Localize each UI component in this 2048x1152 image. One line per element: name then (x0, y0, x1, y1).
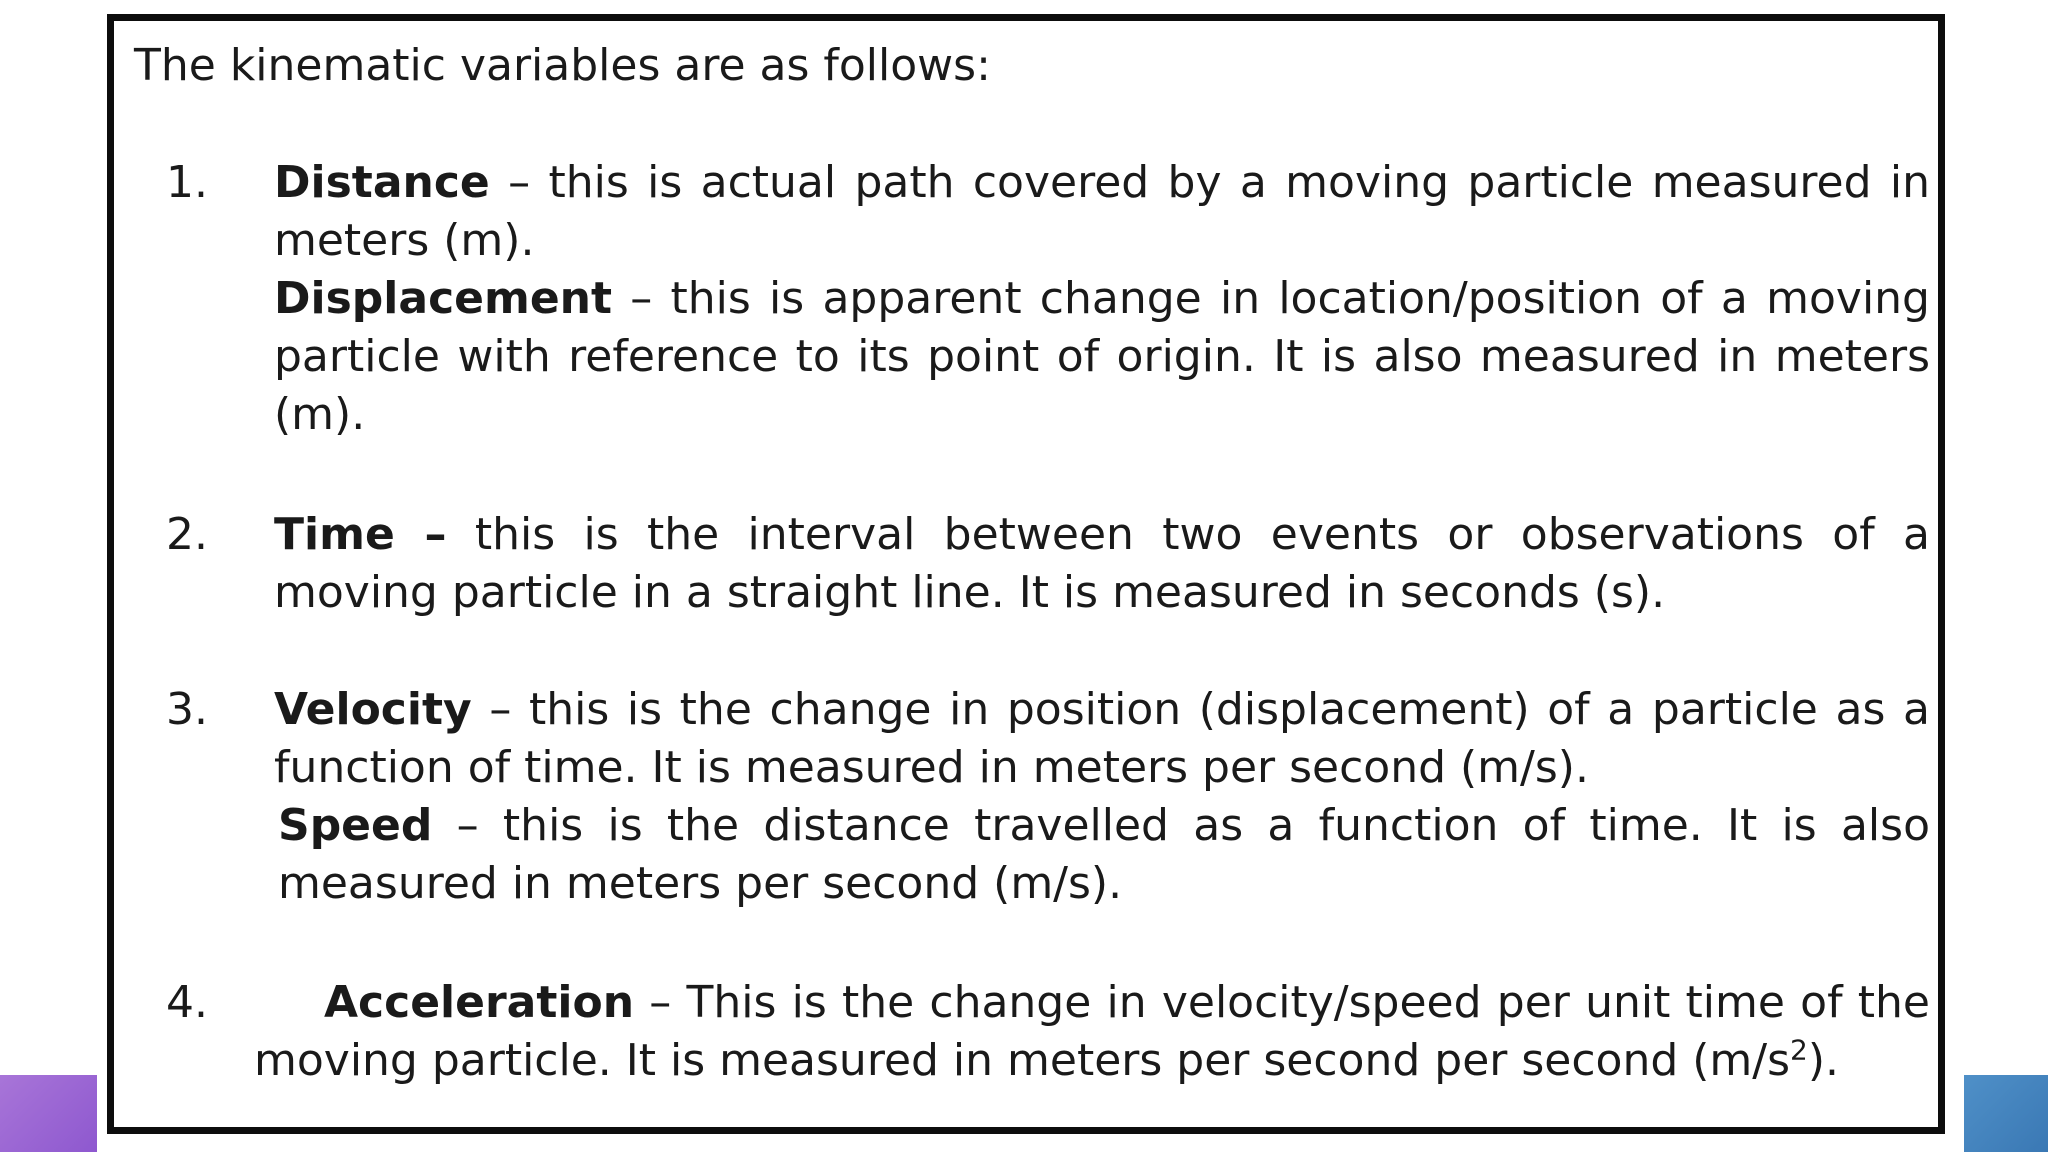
list-number: 3. (166, 684, 208, 735)
definition-displacement (274, 270, 1930, 444)
definition-text: this is the interval between two events or observations of a moving particle in a straight line. It is measured in seconds (s). (274, 509, 1931, 618)
content-box (107, 14, 1945, 1134)
list-number: 1. (166, 157, 208, 208)
term-acceleration: Acceleration (324, 977, 635, 1028)
definition-text: – this is the change in position (displacement) of a particle as a function of time. It is measured in meters per second (m/s). (274, 684, 1930, 793)
list-item-time (166, 506, 1931, 622)
term-distance: Distance (274, 157, 490, 208)
definition-text: – This is the change in velocity/speed per unit time of the moving particle. It is measured in meters per second per second (m/s (254, 977, 1930, 1086)
definition-acceleration (254, 974, 1930, 1090)
definition-velocity (274, 681, 1930, 797)
definition-text: – this is apparent change in location/position of a moving particle with reference to its point of origin. It is also measured in meters (m). (274, 273, 1930, 440)
list-item-acceleration (166, 974, 1930, 1090)
definition-distance (274, 154, 1930, 270)
superscript-two: 2 (1790, 1033, 1808, 1067)
list-number: 4. (166, 977, 208, 1028)
intro-text: The kinematic variables are as follows: (134, 40, 991, 91)
definition-text: – this is actual path covered by a moving particle measured in meters (m). (274, 157, 1930, 266)
definition-text-end: ). (1807, 1035, 1840, 1086)
list-number: 2. (166, 509, 208, 560)
term-time: Time – (274, 509, 447, 560)
corner-accent-right (1964, 1075, 2048, 1152)
definition-time (274, 506, 1930, 622)
list-item-distance (166, 154, 1930, 444)
definition-text: – this is the distance travelled as a function of time. It is also measured in meters per second (m/s). (278, 800, 1930, 909)
term-velocity: Velocity (274, 684, 472, 735)
term-speed: Speed (278, 800, 433, 851)
corner-accent-left (0, 1075, 97, 1152)
term-displacement: Displacement (274, 273, 613, 324)
definition-speed (274, 797, 1930, 913)
list-item-velocity (166, 681, 1930, 913)
